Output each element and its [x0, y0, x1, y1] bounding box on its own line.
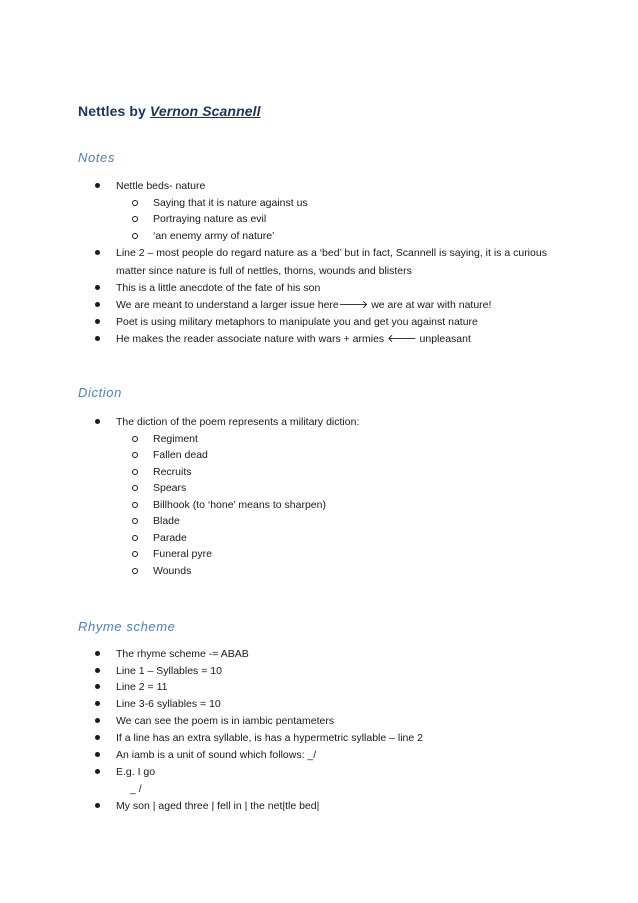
- diction-heading: Diction: [78, 385, 122, 400]
- arrow-right-icon: 🡒: [338, 299, 369, 311]
- list-item: If a line has an extra syllable, is has a hypermetric syllable – line 2: [116, 731, 423, 745]
- title-author: Vernon Scannell: [149, 103, 261, 119]
- circle-bullet-icon: [132, 568, 138, 574]
- sub-list-item: Billhook (to ‘hone’ means to sharpen): [153, 498, 326, 512]
- list-item: The rhyme scheme -= ABAB: [116, 647, 249, 661]
- notes-heading: Notes: [78, 150, 115, 165]
- sub-list-item: ‘an enemy army of nature’: [153, 229, 274, 243]
- bullet-icon: [95, 651, 100, 656]
- bullet-icon: [95, 183, 100, 188]
- sub-list-item: Blade: [153, 514, 180, 528]
- list-item-continuation: matter since nature is full of nettles, thorns, wounds and blisters: [116, 265, 412, 277]
- list-item: The diction of the poem represents a military diction:: [116, 415, 359, 429]
- circle-bullet-icon: [132, 469, 138, 475]
- circle-bullet-icon: [132, 452, 138, 458]
- circle-bullet-icon: [132, 216, 138, 222]
- bullet-icon: [95, 419, 100, 424]
- sub-list-item: Spears: [153, 481, 186, 495]
- title-prefix: Nettles by: [78, 103, 150, 119]
- circle-bullet-icon: [132, 485, 138, 491]
- iamb-notation: _ /: [130, 783, 142, 795]
- sub-list-item: Portraying nature as evil: [153, 212, 266, 226]
- list-item: We are meant to understand a larger issue here🡒 we are at war with nature!: [116, 298, 491, 312]
- sub-list-item: Funeral pyre: [153, 547, 212, 561]
- circle-bullet-icon: [132, 233, 138, 239]
- bullet-icon: [95, 302, 100, 307]
- bullet-icon: [95, 803, 100, 808]
- bullet-icon: [95, 668, 100, 673]
- list-item: Poet is using military metaphors to manipulate you and get you against nature: [116, 315, 478, 329]
- list-item: Line 2 – most people do regard nature as a ‘bed’ but in fact, Scannell is saying, it is a curious: [116, 246, 547, 260]
- list-item: E.g. I go: [116, 765, 155, 779]
- sub-list-item: Recruits: [153, 465, 192, 479]
- arrow-left-icon: 🡐: [387, 333, 417, 345]
- list-item: We can see the poem is in iambic pentameters: [116, 714, 334, 728]
- sub-list-item: Saying that it is nature against us: [153, 196, 308, 210]
- circle-bullet-icon: [132, 518, 138, 524]
- list-item: Line 3-6 syllables = 10: [116, 697, 221, 711]
- list-item: My son | aged three | fell in | the net|tle bed|: [116, 799, 319, 813]
- sub-list-item: Parade: [153, 531, 187, 545]
- bullet-icon: [95, 336, 100, 341]
- sub-list-item: Wounds: [153, 564, 191, 578]
- list-item: Line 2 = 11: [116, 680, 167, 694]
- circle-bullet-icon: [132, 200, 138, 206]
- bullet-icon: [95, 250, 100, 255]
- sub-list-item: Fallen dead: [153, 448, 208, 462]
- bullet-icon: [95, 752, 100, 757]
- bullet-icon: [95, 769, 100, 774]
- circle-bullet-icon: [132, 535, 138, 541]
- bullet-icon: [95, 735, 100, 740]
- document-title: [78, 103, 261, 119]
- rhyme-scheme-heading: Rhyme scheme: [78, 619, 176, 634]
- bullet-icon: [95, 701, 100, 706]
- list-item: He makes the reader associate nature with wars + armies 🡐 unpleasant: [116, 332, 471, 346]
- sub-list-item: Regiment: [153, 432, 198, 446]
- list-item: This is a little anecdote of the fate of his son: [116, 281, 320, 295]
- list-item: Nettle beds- nature: [116, 179, 205, 193]
- list-item: Line 1 – Syllables = 10: [116, 664, 222, 678]
- bullet-icon: [95, 319, 100, 324]
- circle-bullet-icon: [132, 551, 138, 557]
- bullet-icon: [95, 285, 100, 290]
- list-item: An iamb is a unit of sound which follows: _/: [116, 748, 316, 762]
- circle-bullet-icon: [132, 502, 138, 508]
- circle-bullet-icon: [132, 436, 138, 442]
- bullet-icon: [95, 718, 100, 723]
- bullet-icon: [95, 684, 100, 689]
